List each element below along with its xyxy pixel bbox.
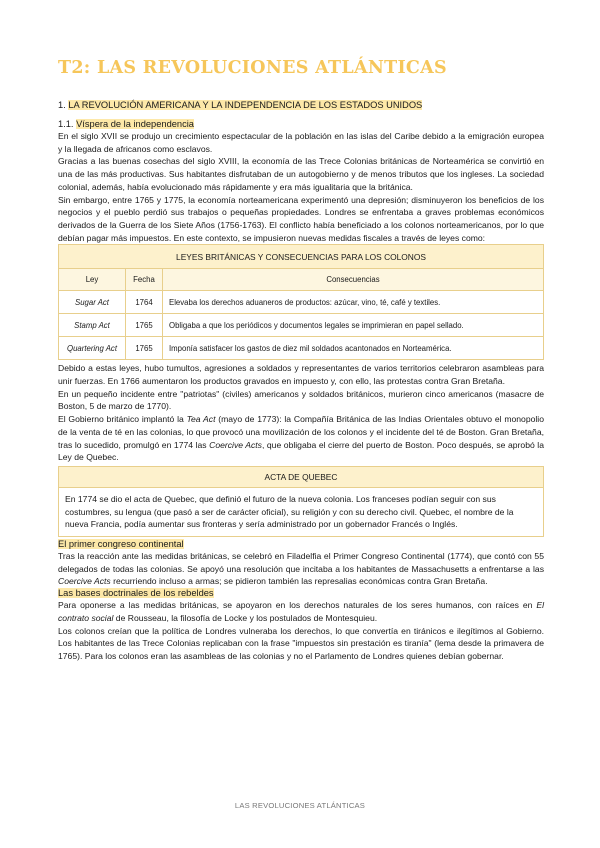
social-contract-term: El contrato social [58, 600, 544, 623]
subsection-heading [58, 588, 544, 598]
laws-table [58, 244, 544, 360]
section-heading [58, 100, 544, 110]
tea-act-term: Tea Act [186, 414, 216, 425]
table-header-consecuencias: Consecuencias [163, 269, 544, 291]
table-cell-ley: Stamp Act [59, 314, 126, 337]
quebec-act-body: En 1774 se dio el acta de Quebec, que definió el futuro de la nueva colonia. Los franceses podían seguir con sus costumbres, su lengua (que pasó a ser de carácter oficial), su religión y con su derecho civil. Quebec, el nombre de la nueva Francia, podía aumentar sus fronteras y sería administrado por un gobernador Francés o Inglés. [65, 493, 514, 530]
table-cell-consecuencia: Obligaba a que los periódicos y documentos legales se imprimieran en papel sellado. [163, 314, 544, 337]
paragraph-tea-act: El Gobierno británico implantó la Tea Act (mayo de 1773): la Compañía Británica de las Indias Orientales obtuvo el monopolio de la venta de té en las colonias, lo que provocó una movilización de los colonos y el incidente del té de Boston. Gran Bretaña, tras lo sucedido, promulgó en 1774 las Coercive Acts, que obligaba el cierre del puerto de Boston. Poco después, se aprobó la Ley de Quebec. [58, 414, 544, 463]
table-cell-ley: Quartering Act [59, 337, 126, 360]
subsection-heading [58, 539, 544, 549]
paragraph-thirteen-colonies: Gracias a las buenas cosechas del siglo XVIII, la economía de las Trece Colonias británicas de Norteamérica se convirtió en una de las más productivas. Sus habitantes disfrutaban de un autogobierno y de menos tributos que los ingleses. La sociedad colonial, además, había evolucionado más rápidamente y era más igualitaria que la británica. [58, 156, 544, 192]
table-header-fecha: Fecha [126, 269, 163, 291]
paragraph-depression: Sin embargo, entre 1765 y 1775, la economía norteamericana experimentó una depresión; disminuyeron los beneficios de los negocios y el pueblo perdió sus trabajos o pequeñas propiedades. Londres se enfrentaba a graves problemas económicos derivados de la Guerra de los Siete Años (1756-1763). El conflicto había beneficiado a los colonos norteamericanos, por lo que debían pagar más impuestos. En este contexto, se impusieron nuevas medidas fiscales a través de leyes como: [58, 194, 544, 243]
table-cell-fecha: 1765 [126, 337, 163, 360]
table-row [59, 291, 544, 314]
table-row [59, 337, 544, 360]
paragraph-natural-rights: Para oponerse a las medidas británicas, se apoyaron en los derechos naturales de los seres humanos, con raíces en El contrato social de Rousseau, la filosofía de Locke y los postulados de Montesquieu. [58, 600, 544, 623]
laws-table-caption: LEYES BRITÁNICAS Y CONSECUENCIAS PARA LOS COLONOS [59, 245, 544, 269]
table-row [59, 314, 544, 337]
paragraph-congress: Tras la reacción ante las medidas británicas, se celebró en Filadelfia el Primer Congreso Continental (1774), que contó con 55 delegados de todas las colonias. Se apoyó una resolución que incitaba a los habitantes de Massachusetts a enfrentarse a las Coercive Acts recurriendo incluso a armas; se pidieron también las represalias económicas contra Gran Bretaña. [58, 551, 544, 587]
paragraph-tyranny: Los colonos creían que la política de Londres vulneraba los derechos, lo que convertía en tiránicos e ilegítimos al Gobierno. Los habitantes de las Trece Colonias replicaban con la frase "impuestos sin prestación es tiranía" (lema desde la primavera de 1765). Para los colonos eran las asambleas de las colonias y no el Parlamento de Londres quienes debían gobernar. [58, 625, 544, 661]
table-cell-consecuencia: Imponía satisfacer los gastos de diez mil soldados acantonados en Norteamérica. [163, 337, 544, 360]
coercive-acts-term: Coercive Acts [58, 576, 111, 587]
table-cell-consecuencia: Elevaba los derechos aduaneros de productos: azúcar, vino, té, café y textiles. [163, 291, 544, 314]
section-title: LA REVOLUCIÓN AMERICANA Y LA INDEPENDENCIA DE LOS ESTADOS UNIDOS [68, 100, 423, 110]
doctrinal-bases-heading: Las bases doctrinales de los rebeldes [58, 588, 214, 599]
paragraph-caribbean: En el siglo XVII se produjo un crecimiento espectacular de la población en las islas del Caribe debido a la emigración europea y la llegada de africanos como esclavos. [58, 131, 544, 154]
table-cell-ley: Sugar Act [59, 291, 126, 314]
coercive-acts-term: Coercive Acts [209, 439, 262, 450]
table-cell-fecha: 1764 [126, 291, 163, 314]
paragraph-tumults: Debido a estas leyes, hubo tumultos, agresiones a soldados y representantes de varios territorios celebraron asambleas para unir fuerzas. En 1766 aumentaron los productos gravados en impuesto y, con ello, las protestas contra Gran Bretaña. [58, 363, 544, 387]
page-footer: LAS REVOLUCIONES ATLÁNTICAS [234, 801, 366, 810]
table-cell-fecha: 1765 [126, 314, 163, 337]
section-number: 1. [58, 100, 66, 110]
congress-heading: El primer congreso continental [58, 539, 184, 550]
page-title: T2: LAS REVOLUCIONES ATLÁNTICAS [58, 58, 447, 78]
document-page [58, 50, 544, 663]
quebec-act-box [58, 466, 544, 537]
paragraph-boston-massacre: En un pequeño incidente entre "patriotas" (civiles) americanos y soldados británicos, murieron cinco americanos (masacre de Boston, 5 de marzo de 1770). [58, 388, 544, 412]
subsection-title: Víspera de la independencia [76, 119, 194, 129]
subsection-heading [58, 119, 544, 129]
quebec-act-heading: ACTA DE QUEBEC [59, 467, 543, 488]
subsection-number: 1.1. [58, 119, 74, 129]
table-header-ley: Ley [59, 269, 126, 291]
